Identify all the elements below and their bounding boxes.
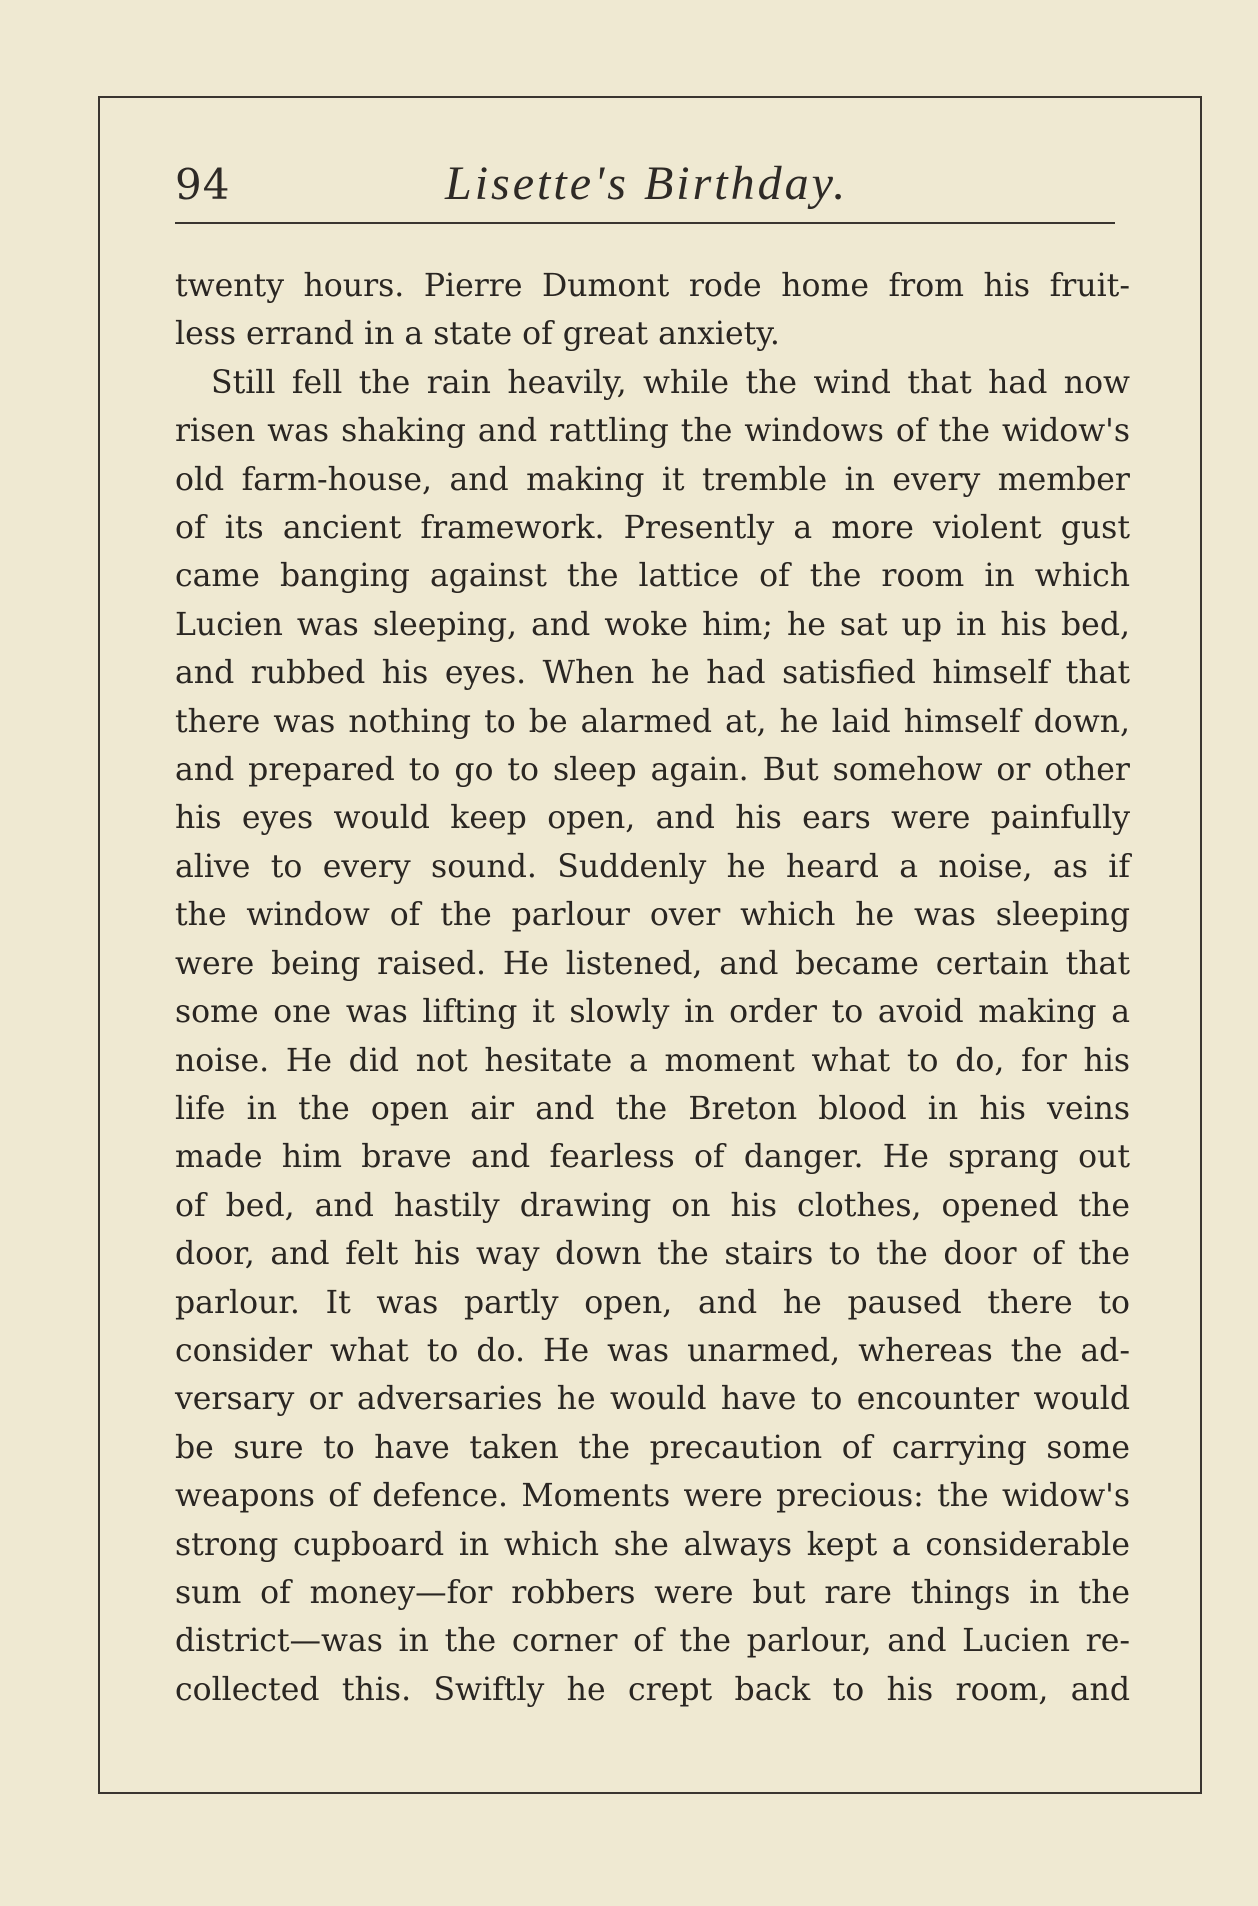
text-line: and prepared to go to sleep again. But somehow or other bbox=[175, 752, 1130, 789]
running-title: Lisette's Birthday. bbox=[445, 157, 849, 210]
text-line: alive to every sound. Suddenly he heard a noise, as if bbox=[175, 848, 1130, 885]
text-line: were being raised. He listened, and became certain that bbox=[175, 945, 1130, 982]
text-line: made him brave and fearless of danger. He sprang out bbox=[175, 1139, 1130, 1176]
text-line: twenty hours. Pierre Dumont rode home from his fruit- bbox=[175, 268, 1130, 304]
text-line: weapons of defence. Moments were precious: the widow's bbox=[175, 1478, 1130, 1515]
text-line: strong cupboard in which she always kept a considerable bbox=[175, 1526, 1130, 1563]
text-line: life in the open air and the Breton blood in his veins bbox=[175, 1090, 1130, 1127]
text-line: district—was in the corner of the parlour, and Lucien re- bbox=[175, 1623, 1130, 1660]
text-line: of its ancient framework. Presently a more violent gust bbox=[175, 510, 1130, 547]
page-header bbox=[175, 158, 1115, 228]
text-line: came banging against the lattice of the room in which bbox=[175, 558, 1130, 595]
text-line: some one was lifting it slowly in order to avoid making a bbox=[175, 994, 1130, 1031]
text-line: consider what to do. He was unarmed, whereas the ad- bbox=[175, 1332, 1130, 1369]
text-line: sum of money—for robbers were but rare things in the bbox=[175, 1574, 1130, 1611]
text-line: parlour. It was partly open, and he paused there to bbox=[175, 1284, 1130, 1321]
body-text bbox=[175, 262, 1130, 1714]
text-line: risen was shaking and rattling the windows of the widow's bbox=[175, 413, 1130, 450]
text-line: of bed, and hastily drawing on his clothes, opened the bbox=[175, 1187, 1130, 1224]
header-rule bbox=[175, 222, 1115, 224]
text-line: old farm-house, and making it tremble in every member bbox=[175, 461, 1130, 498]
text-line: noise. He did not hesitate a moment what to do, for his bbox=[175, 1042, 1130, 1079]
text-line: collected this. Swiftly he crept back to his room, and bbox=[175, 1671, 1130, 1708]
text-line: door, and felt his way down the stairs to the door of the bbox=[175, 1236, 1130, 1273]
text-line: less errand in a state of great anxiety. bbox=[175, 316, 780, 353]
text-line: versary or adversaries he would have to encounter would bbox=[175, 1381, 1130, 1418]
text-line: Lucien was sleeping, and woke him; he sat up in his bed, bbox=[175, 606, 1130, 643]
text-line: there was nothing to be alarmed at, he laid himself down, bbox=[175, 703, 1130, 740]
text-line: his eyes would keep open, and his ears were painfully bbox=[175, 800, 1130, 837]
text-line: and rubbed his eyes. When he had satisfied himself that bbox=[175, 655, 1130, 692]
text-line: Still fell the rain heavily, while the wind that had now bbox=[211, 364, 1130, 401]
page-number: 94 bbox=[175, 160, 231, 209]
text-line: be sure to have taken the precaution of carrying some bbox=[175, 1429, 1130, 1466]
text-line: the window of the parlour over which he was sleeping bbox=[175, 897, 1130, 934]
